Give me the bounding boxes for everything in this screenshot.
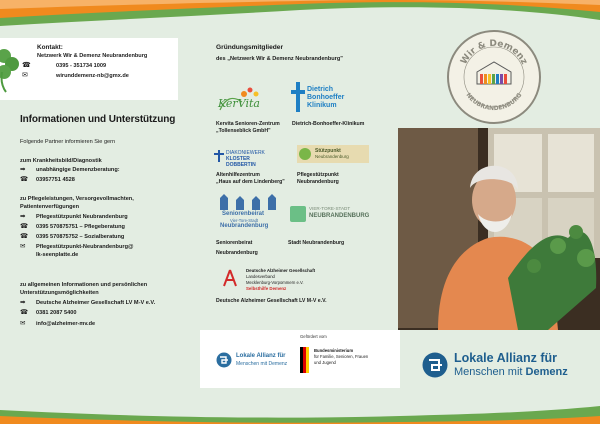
pflege-circle-icon [299,148,311,160]
alzheimer-line4: Selbsthilfe Demenz [246,286,287,291]
cross-icon [291,82,305,112]
pflegestuetzpunkt-logo [297,145,369,163]
diakoniewerk-line1: DIAKONIEWERK [226,150,265,156]
bonhoeffer-logo [291,80,351,118]
sec2-title-2: Patientenverfügungen [20,204,80,210]
badge-text-arc [449,32,539,122]
kervita-wordmark: KerVita [218,97,260,110]
vts-square-icon [290,206,306,222]
alzheimer-logo [222,268,352,296]
sec2-title-1: zu Pflegeleistungen, Versorgevollmachten, [20,196,134,202]
phone-icon: ☎ [22,62,31,69]
allianz-small-line2: Menschen mit Demenz [236,361,288,367]
clover-icon [0,46,22,94]
member-caption: Altenhilfezentrum [216,172,260,178]
top-wave-band [0,0,600,32]
sec2-line1: Pflegestützpunkt Neubrandenburg [36,214,128,220]
german-flag-icon [300,347,312,373]
sec3-line3[interactable]: info@alzheimer-mv.de [36,321,96,327]
wir-und-demenz-badge [447,30,541,124]
sec2-line3[interactable]: 0395 570875752 – Sozialberatung [36,234,125,240]
phone-icon: ☎ [20,233,29,240]
allianz-line2 [454,366,568,378]
ministry-line3: und Jugend [314,360,336,365]
badge-top-text: Wir & Demenz [459,38,529,67]
member-caption: Pflegestützpunkt [297,172,339,178]
member-caption: Stadt Neubrandenburg [288,240,345,246]
member-caption: „Tollenseblick GmbH" [216,128,271,134]
allianz-icon [422,352,448,378]
founders-subheading: des „Netzwerk Wir & Demenz Neubrandenburg" [216,56,343,62]
phone-icon: ☎ [20,176,29,183]
sec1-line2[interactable]: 03957751 4528 [36,177,75,183]
bonhoeffer-line1: Dietrich [307,86,334,93]
contact-title: Kontakt: [37,44,63,51]
sec2-line4[interactable]: Pflegestützpunkt-Neubrandenburg@ [36,244,134,250]
ministry-line2: für Familie, Senioren, Frauen [314,354,369,359]
contact-org: Netzwerk Wir & Demenz Neubrandenburg [37,53,148,59]
mail-icon: ✉ [20,320,26,327]
sec1-line1: unabhängige Demenzberatung: [36,167,120,173]
gefoerdert-label: Gefördert vom [300,334,327,339]
allianz-small-logo [216,350,296,374]
alzheimer-line1: Deutsche Alzheimer Gesellschaft [246,268,316,273]
member-caption: Seniorenbeirat [216,240,253,246]
member-caption: Kervita Senioren-Zentrum [216,121,280,127]
member-caption: Deutsche Alzheimer Gesellschaft LV M-V e.V. [216,298,327,304]
bmfsfj-logo [300,343,380,377]
phone-icon: ☎ [20,309,29,316]
kervita-logo [214,84,274,116]
svg-text:Wir & Demenz [459,39,529,66]
member-caption: Dietrich-Bonhoeffer-Klinikum [292,121,365,127]
pflege-logo-line1: Stützpunkt [315,148,341,154]
arrow-icon: ➡ [20,299,26,306]
allianz-logo [422,348,592,382]
sec3-line2[interactable]: 0381 2087 5400 [36,310,77,316]
member-caption: Neubrandenburg [297,179,339,185]
allianz-small-line1: Lokale Allianz für [236,353,286,359]
sec3-line1: Deutsche Alzheimer Gesellschaft LV M-V e.V. [36,300,156,306]
allianz-small-icon [216,352,232,368]
alzheimer-figure-icon [222,268,238,288]
sec1-title: zum Krankheitsbild/Diagnostik [20,158,102,164]
sec2-line2[interactable]: 0395 570875751 – Pflegeberatung [36,224,125,230]
vts-line2: NEUBRANDENBURG [309,213,370,219]
ministry-line1: Bundesministerium [314,348,354,353]
mail-icon: ✉ [22,72,28,79]
seniorenbeirat-logo [216,194,280,236]
sec2-line5[interactable]: lk-seenplatte.de [36,252,79,258]
info-heading: Informationen und Unterstützung [20,114,176,125]
contact-box [0,38,178,100]
contact-email[interactable]: wirunddemenz-nb@gmx.de [56,73,129,79]
bonhoeffer-line3: Klinikum [307,102,337,109]
phone-icon: ☎ [20,223,29,230]
alzheimer-line3: Mecklenburg-Vorpommern e.V. [246,280,304,285]
sec3-title-1: zu allgemeinen Informationen und persönlichen [20,282,148,288]
allianz-line2a: Menschen mit [454,366,526,378]
member-caption: Neubrandenburg [216,250,258,256]
founders-heading: Gründungsmitglieder [216,44,284,51]
bonhoeffer-line2: Bonhoeffer [307,94,345,101]
diakoniewerk-line2: KLOSTER DOBBERTIN [226,156,256,168]
elderly-man-photo [398,128,600,330]
pflege-logo-line2: Neubrandenburg [315,154,349,159]
mail-icon: ✉ [20,243,26,250]
vier-tore-stadt-logo [290,203,370,227]
seniorenbeirat-line1: Seniorenbeirat [222,211,265,217]
contact-phone[interactable]: 0395 - 351734 1009 [56,63,107,69]
seniorenbeirat-line2: Vier-Tore-Stadt [230,218,259,223]
vts-line1: VIER-TORE-STADT [309,206,351,211]
svg-text:NEUBRANDENBURG [465,92,524,112]
allianz-line1: Lokale Allianz für [454,351,558,365]
member-caption: „Haus auf dem Lindenberg" [216,179,285,185]
allianz-line2b: Demenz [525,366,568,378]
city-gates-icon [216,194,280,210]
alzheimer-line2: Landesverband [246,274,275,279]
diakonie-cross-icon [214,150,224,162]
badge-bottom-text: NEUBRANDENBURG [464,91,524,113]
seniorenbeirat-line3: Neubrandenburg [220,223,269,229]
arrow-icon: ➡ [20,166,26,173]
diakoniewerk-logo [214,148,280,168]
sec3-title-2: Unterstützungsmöglichkeiten [20,290,99,296]
arrow-icon: ➡ [20,213,26,220]
info-intro: Folgende Partner informieren Sie gern [20,139,116,145]
